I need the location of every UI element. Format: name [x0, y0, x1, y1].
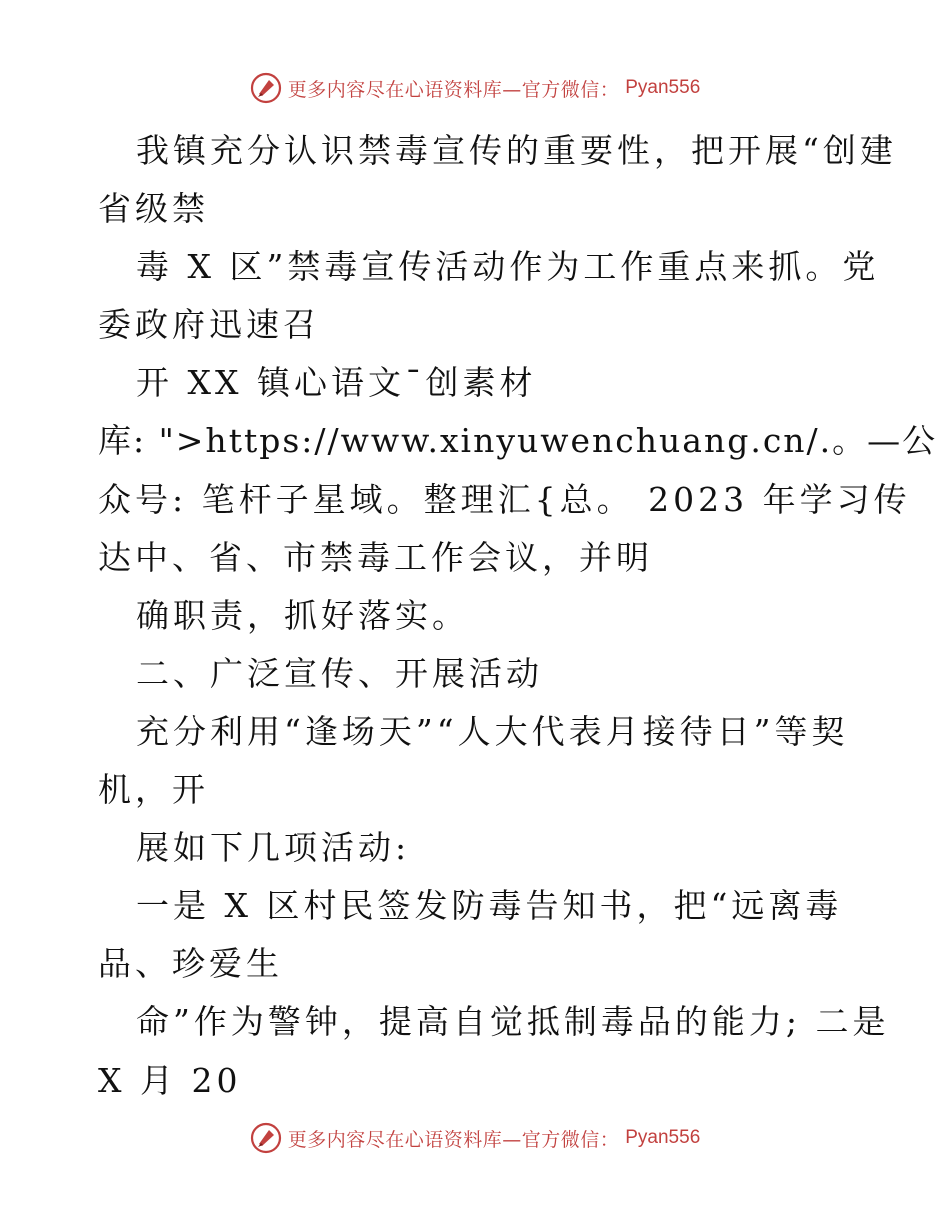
- watermark-wechat-id: Pyan556: [625, 77, 701, 98]
- body-text-line: 委政府迅速召: [98, 305, 320, 345]
- body-text-line: 我镇充分认识禁毒宣传的重要性，把开展“创建: [136, 131, 897, 170]
- body-text-line: 毒 X 区”禁毒宣传活动作为工作重点来抓。党: [136, 247, 880, 287]
- body-text-line: 库: ">https://www.xinyuwenchuang.cn/.。—公: [98, 421, 938, 461]
- body-text-line: 品、珍爱生: [98, 944, 283, 984]
- body-text-line: 达中、省、市禁毒工作会议，并明: [98, 537, 653, 577]
- body-text-line: 确职责，抓好落实。: [136, 595, 469, 635]
- body-text-line: 众号: 笔杆子星域。整理汇{总。 2023 年学习传: [98, 479, 911, 519]
- page-header-watermark: [0, 72, 950, 104]
- pen-nib-logo-icon: [250, 1122, 282, 1154]
- body-text-line: 一是 X 区村民签发防毒告知书，把“远离毒: [136, 886, 843, 926]
- body-text-line: 省级禁: [98, 189, 209, 229]
- body-text-line: 开 XX 镇心语文¯创素材: [136, 363, 537, 403]
- body-text-line: 展如下几项活动:: [136, 828, 411, 868]
- page-footer-watermark: [0, 1122, 950, 1154]
- watermark-wechat-id: Pyan556: [625, 1127, 701, 1148]
- document-body: [98, 122, 938, 1110]
- watermark-text: 更多内容尽在心语资料库—官方微信：: [287, 78, 620, 101]
- watermark-text: 更多内容尽在心语资料库—官方微信：: [287, 1128, 620, 1151]
- body-text-line: 命”作为警钟，提高自觉抵制毒品的能力; 二是: [136, 1002, 890, 1042]
- pen-nib-logo-icon: [250, 72, 282, 104]
- body-text-line: X 月 20: [98, 1060, 242, 1100]
- body-text-line: 充分利用“逢场天”“人大代表月接待日”等契: [136, 711, 849, 751]
- body-text-line: 二、广泛宣传、开展活动: [136, 653, 543, 693]
- body-text-line: 机，开: [98, 770, 209, 810]
